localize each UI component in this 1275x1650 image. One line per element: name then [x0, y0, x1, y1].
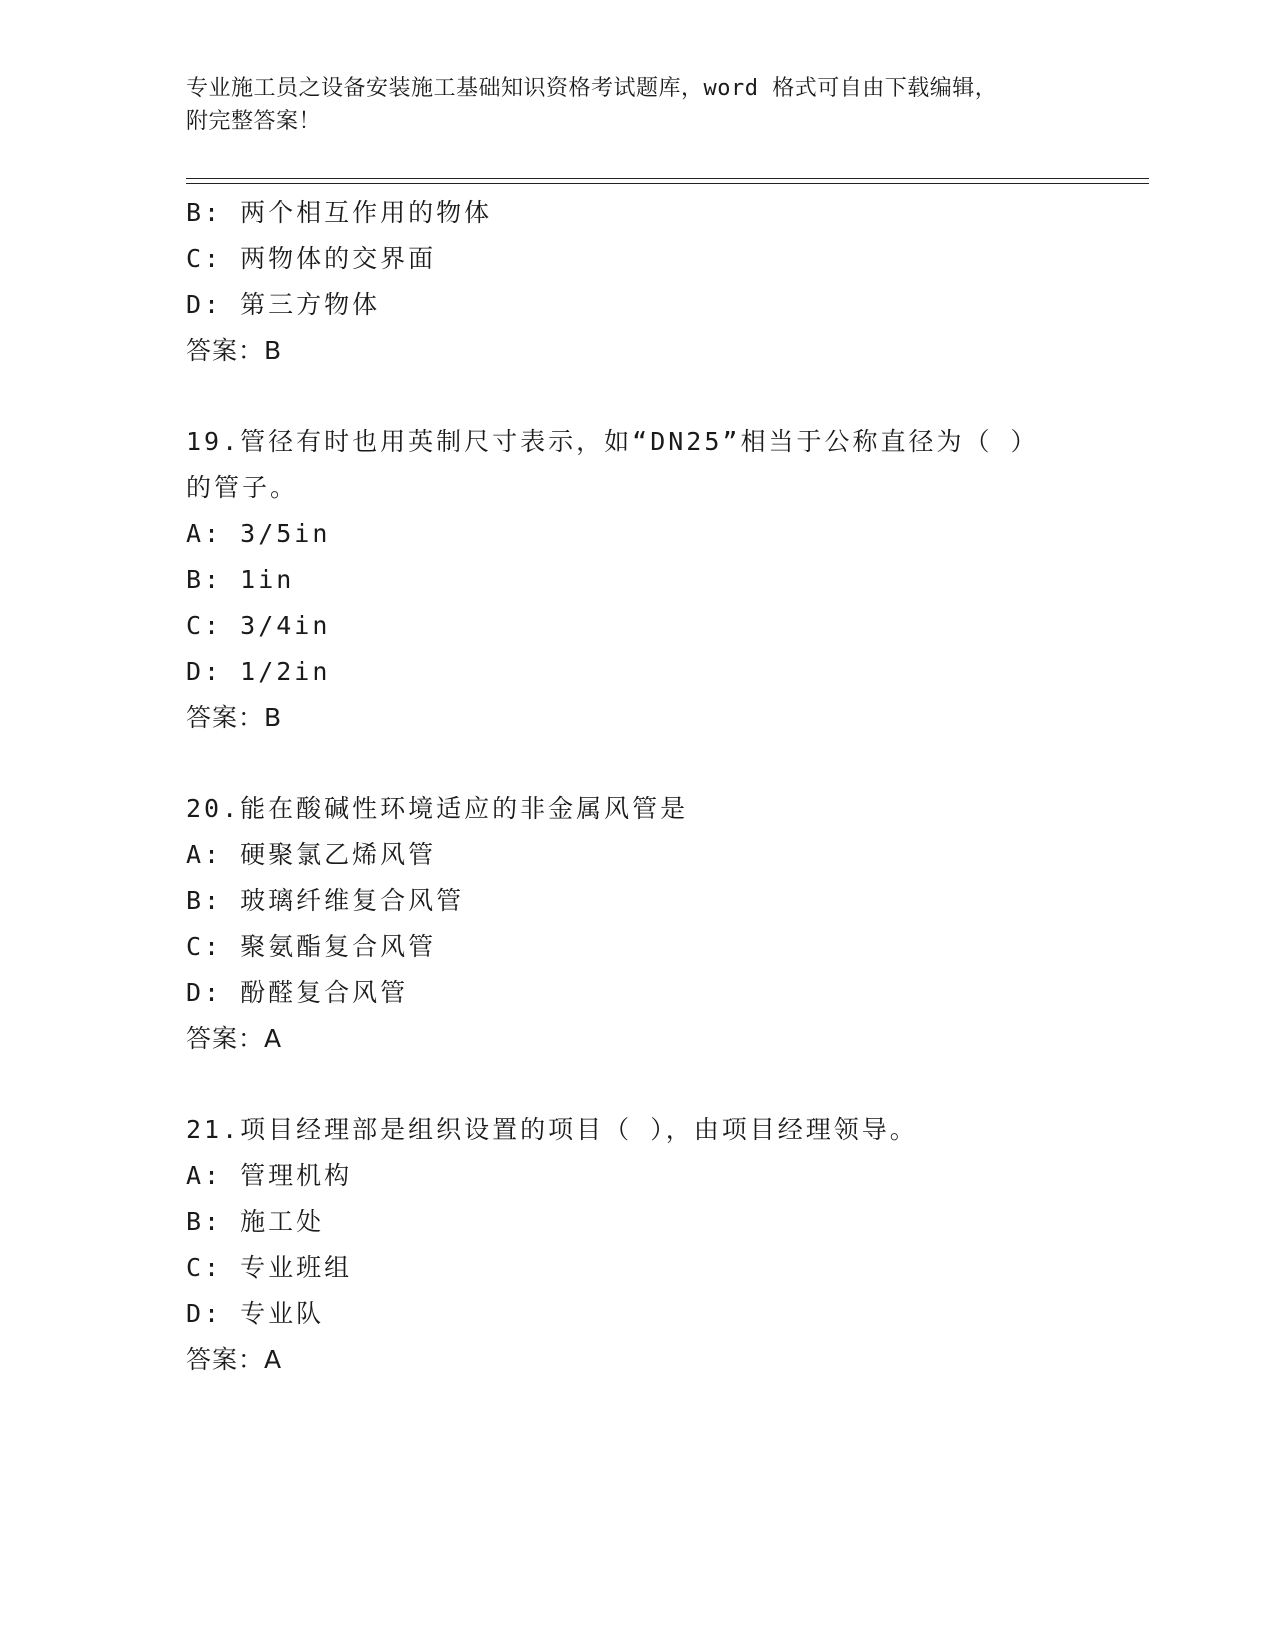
question-block-19	[186, 419, 1086, 741]
option-b: B: 两个相互作用的物体	[186, 198, 493, 227]
option-a: A: 硬聚氯乙烯风管	[186, 840, 437, 869]
option-c: C: 专业班组	[186, 1253, 353, 1282]
question-block-21	[186, 1107, 1086, 1383]
question-title: 20.能在酸碱性环境适应的非金属风管是	[186, 794, 689, 823]
answer-line: 答案：B	[186, 703, 283, 732]
answer-line: 答案：B	[186, 336, 283, 365]
spacer	[186, 741, 1086, 786]
question-block-prev	[186, 190, 1086, 374]
option-b: B: 玻璃纤维复合风管	[186, 886, 465, 915]
spacer	[186, 374, 1086, 419]
option-d: D: 专业队	[186, 1299, 325, 1328]
header-rule-bottom	[186, 183, 1149, 184]
option-c: C: 聚氨酯复合风管	[186, 932, 437, 961]
option-a: A: 3/5in	[186, 519, 331, 548]
question-block-20	[186, 786, 1086, 1062]
question-title-continued: 的管子。	[186, 473, 299, 502]
header-rule-top	[186, 178, 1149, 179]
answer-line: 答案：A	[186, 1345, 283, 1374]
option-c: C: 3/4in	[186, 611, 331, 640]
header-line-1: 专业施工员之设备安装施工基础知识资格考试题库，word 格式可自由下载编辑，	[186, 76, 998, 101]
answer-line: 答案：A	[186, 1024, 283, 1053]
option-d: D: 1/2in	[186, 657, 331, 686]
spacer	[186, 1062, 1086, 1107]
option-c: C: 两物体的交界面	[186, 244, 437, 273]
document-header	[186, 72, 1066, 138]
option-a: A: 管理机构	[186, 1161, 353, 1190]
option-d: D: 第三方物体	[186, 290, 381, 319]
question-list	[186, 190, 1086, 1383]
header-line-2: 附完整答案！	[186, 109, 322, 134]
option-d: D: 酚醛复合风管	[186, 978, 409, 1007]
question-title: 19.管径有时也用英制尺寸表示，如“DN25”相当于公称直径为（ ）	[186, 427, 1039, 456]
question-title: 21.项目经理部是组织设置的项目（ ），由项目经理领导。	[186, 1115, 918, 1144]
option-b: B: 1in	[186, 565, 295, 594]
option-b: B: 施工处	[186, 1207, 325, 1236]
